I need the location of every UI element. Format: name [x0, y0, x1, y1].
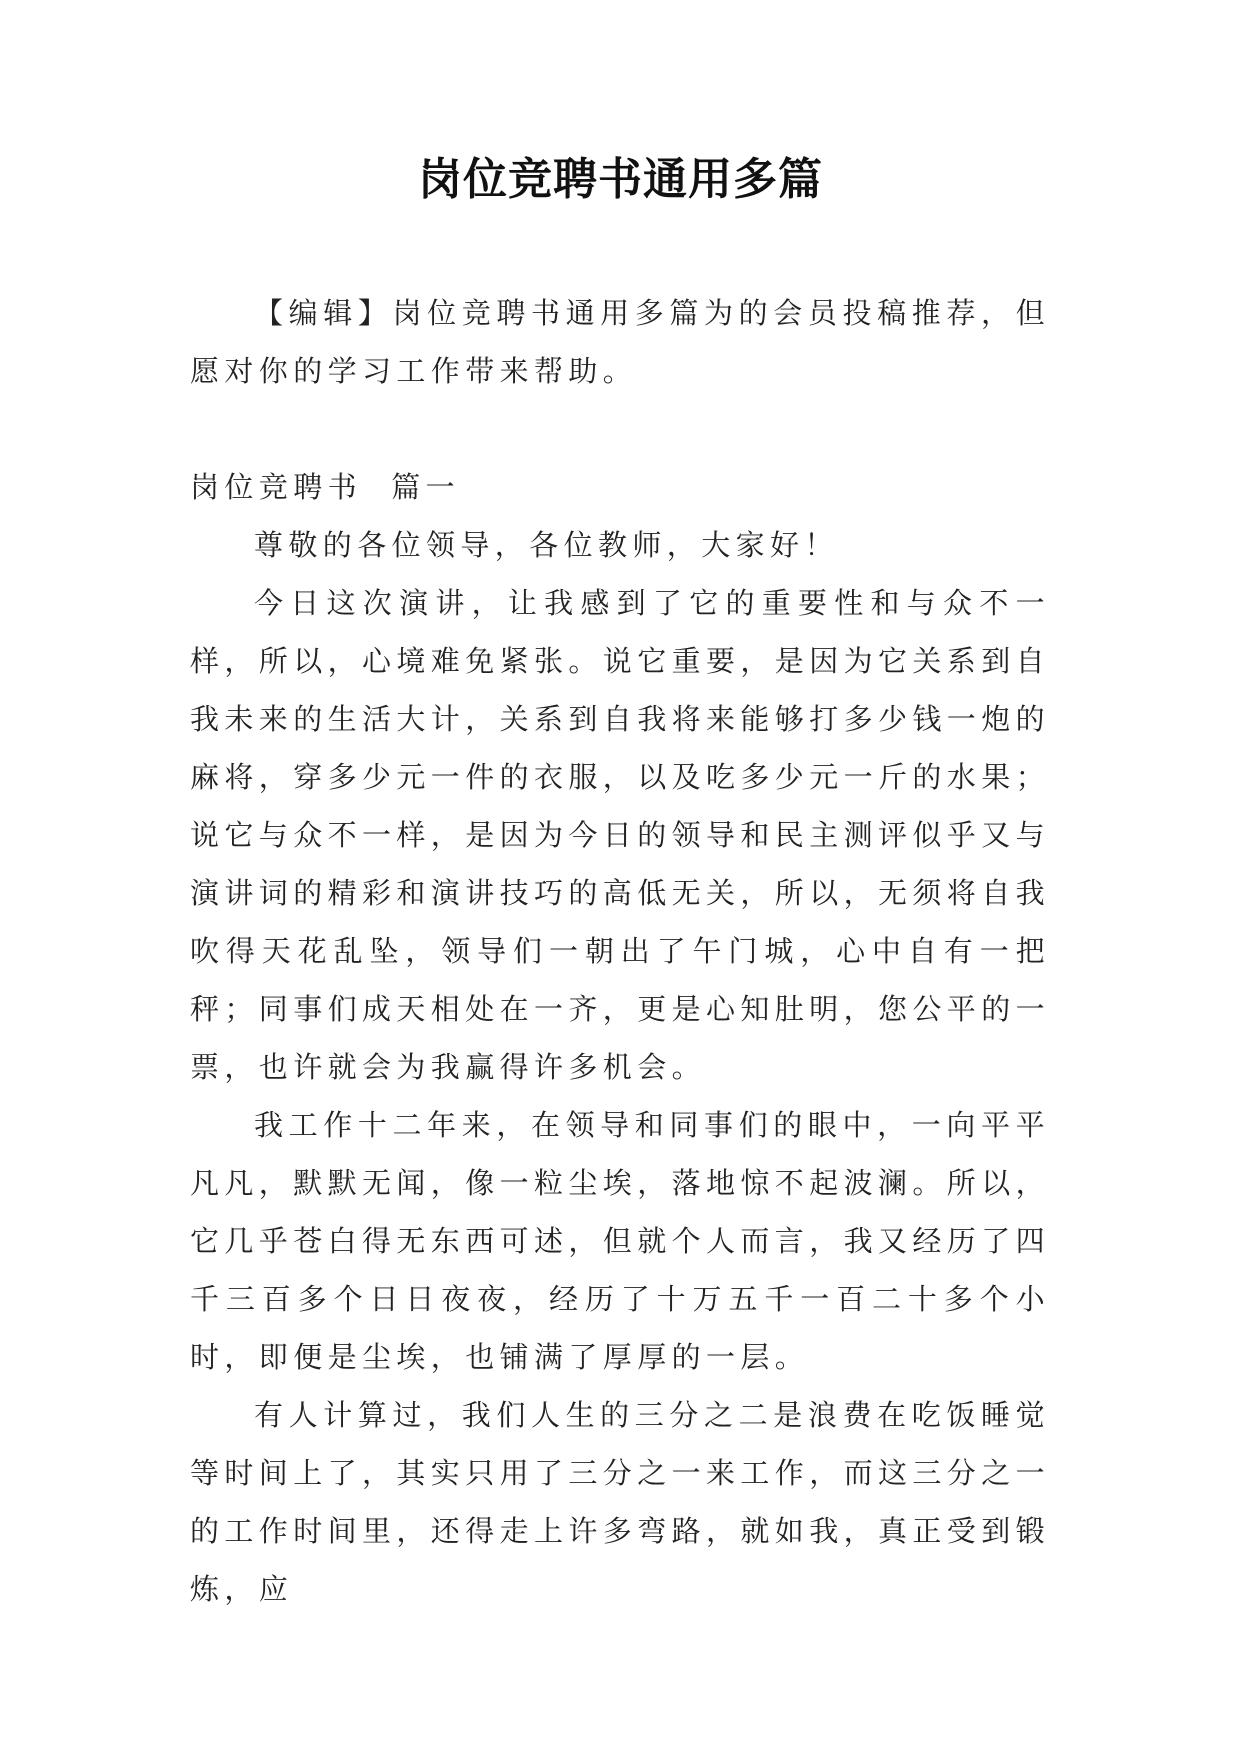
body-paragraph: 今日这次演讲，让我感到了它的重要性和与众不一样，所以，心境难免紧张。说它重要，是因为它关系到自我未来的生活大计，关系到自我将来能够打多少钱一炮的麻将，穿多少元一件的衣服，以及吃多少元一斤的水果；说它与众不一样，是因为今日的领导和民主测评似乎又与演讲词的精彩和演讲技巧的高低无关，所以，无须将自我吹得天花乱坠，领导们一朝出了午门城，心中自有一把秤；同事们成天相处在一齐，更是心知肚明，您公平的一票，也许就会为我赢得许多机会。 [190, 586, 1051, 1084]
body-paragraph: 我工作十二年来，在领导和同事们的眼中，一向平平凡凡，默默无闻，像一粒尘埃，落地惊不起波澜。所以，它几乎苍白得无东西可述，但就个人而言，我又经历了四千三百多个日日夜夜，经历了十万五千一百二十多个小时，即便是尘埃，也铺满了厚厚的一层。 [190, 1108, 1051, 1374]
body-paragraph: 有人计算过，我们人生的三分之二是浪费在吃饭睡觉等时间上了，其实只用了三分之一来工作，而这三分之一的工作时间里，还得走上许多弯路，就如我，真正受到锻炼，应 [190, 1398, 1051, 1606]
document-title: 岗位竞聘书通用多篇 [418, 154, 823, 205]
section-heading: 岗位竞聘书 篇一 [190, 470, 461, 504]
section-one [190, 458, 1050, 1618]
intro-paragraph: 【编辑】岗位竞聘书通用多篇为的会员投稿推荐，但愿对你的学习工作带来帮助。 [190, 296, 1050, 388]
body-paragraph: 尊敬的各位领导，各位教师，大家好！ [254, 528, 839, 562]
editor-note [190, 284, 1050, 400]
